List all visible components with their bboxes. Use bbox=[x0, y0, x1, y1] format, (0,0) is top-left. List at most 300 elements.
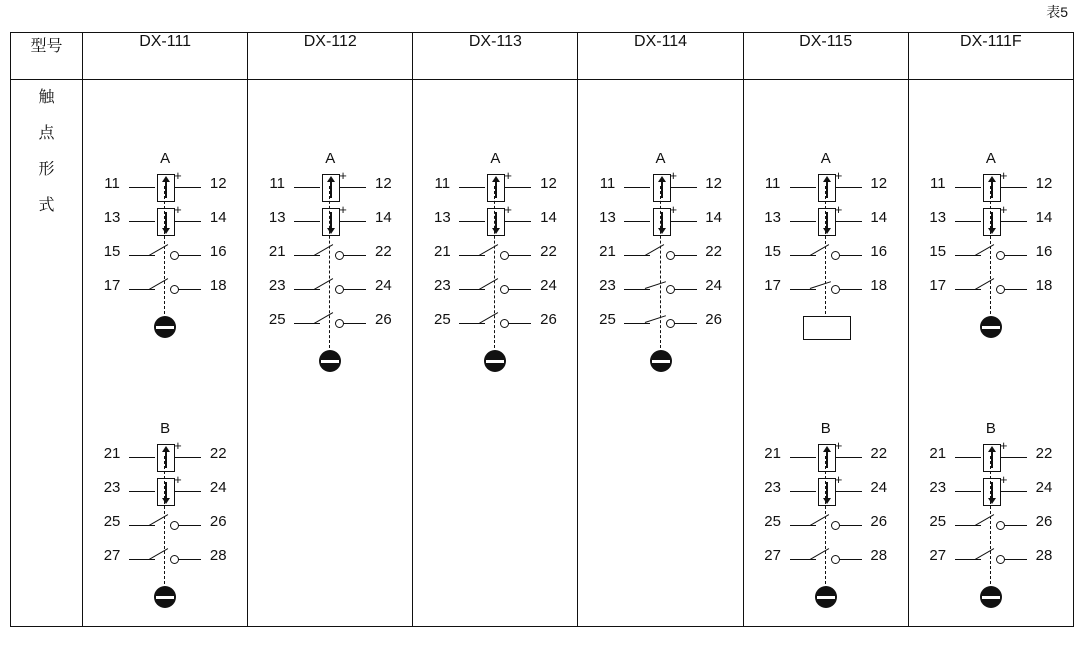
coil-symbol-icon bbox=[157, 478, 175, 506]
contact-row bbox=[83, 472, 247, 500]
contact-row bbox=[413, 308, 577, 332]
contact-blade-icon bbox=[975, 278, 995, 290]
coil-symbol-icon bbox=[818, 208, 836, 236]
contact-blade-icon bbox=[644, 244, 664, 256]
contact-symbol-icon bbox=[473, 310, 517, 334]
contact-row bbox=[744, 168, 908, 196]
mechanical-link-dashed-line bbox=[329, 186, 330, 348]
terminal-number-right: 22 bbox=[705, 243, 722, 260]
coil-symbol-icon bbox=[653, 174, 671, 202]
lead-wire-right bbox=[175, 457, 201, 458]
terminal-number-right: 22 bbox=[209, 445, 227, 462]
polarity-plus-sign: + bbox=[174, 438, 182, 453]
contact-group bbox=[83, 150, 247, 376]
lead-wire-left bbox=[790, 221, 816, 222]
terminal-number-left: 21 bbox=[103, 445, 121, 462]
contact-symbol-icon bbox=[143, 276, 187, 300]
contact-terminal-dot-icon bbox=[666, 319, 675, 328]
lead-wire-left bbox=[955, 457, 981, 458]
contact-row bbox=[744, 510, 908, 534]
terminal-number-left: 25 bbox=[268, 311, 286, 328]
lead-wire-left bbox=[294, 221, 320, 222]
ground-symbol-icon bbox=[319, 350, 341, 372]
ground-symbol-icon bbox=[154, 586, 176, 608]
contact-row bbox=[744, 274, 908, 298]
contact-terminal-dot-icon bbox=[170, 285, 179, 294]
lead-wire-left bbox=[790, 491, 816, 492]
polarity-plus-sign: + bbox=[999, 168, 1008, 183]
coil-symbol-icon bbox=[487, 208, 505, 236]
terminal-number-left: 17 bbox=[764, 277, 781, 294]
lead-wire-right bbox=[836, 221, 862, 222]
polarity-plus-sign: + bbox=[834, 202, 843, 217]
mechanical-link-dashed-line bbox=[164, 456, 165, 584]
diagram-cell-dx111f bbox=[908, 80, 1073, 627]
contact-row bbox=[744, 240, 908, 264]
contact-blade-icon bbox=[809, 244, 829, 256]
ground-symbol-icon bbox=[484, 350, 506, 372]
terminal-number-right: 16 bbox=[870, 243, 888, 260]
diagram-cell-dx114 bbox=[578, 80, 743, 627]
contact-row bbox=[413, 168, 577, 196]
row-label-char-0: 触 bbox=[38, 89, 55, 106]
coil-symbol-icon bbox=[818, 444, 836, 472]
terminal-number-right: 14 bbox=[209, 209, 227, 226]
contact-group bbox=[413, 150, 577, 410]
contact-group bbox=[744, 420, 908, 646]
coil-symbol-icon bbox=[157, 208, 175, 236]
contact-blade-icon bbox=[149, 514, 169, 526]
terminal-number-right: 12 bbox=[375, 175, 392, 192]
contact-row bbox=[83, 510, 247, 534]
lead-wire-right bbox=[1001, 491, 1027, 492]
terminal-number-left: 11 bbox=[764, 175, 781, 192]
terminal-number-right: 28 bbox=[209, 547, 227, 564]
terminal-number-left: 13 bbox=[268, 209, 286, 226]
contact-terminal-dot-icon bbox=[500, 319, 509, 328]
polarity-plus-sign: + bbox=[669, 168, 678, 183]
terminal-number-left: 21 bbox=[929, 445, 947, 462]
contact-blade-icon bbox=[479, 312, 499, 324]
terminal-number-left: 13 bbox=[764, 209, 781, 226]
contact-row bbox=[248, 308, 412, 332]
contact-terminal-dot-icon bbox=[500, 251, 509, 260]
terminal-number-left: 27 bbox=[103, 547, 121, 564]
contact-terminal-dot-icon bbox=[996, 285, 1005, 294]
lead-wire-right bbox=[175, 491, 201, 492]
contact-group bbox=[744, 150, 908, 376]
coil-symbol-icon bbox=[487, 174, 505, 202]
contact-form-table bbox=[10, 32, 1074, 627]
terminal-number-right: 24 bbox=[1035, 479, 1053, 496]
contact-blade-icon bbox=[644, 281, 665, 289]
terminal-number-right: 24 bbox=[209, 479, 227, 496]
lead-wire-right bbox=[175, 221, 201, 222]
polarity-plus-sign: + bbox=[999, 472, 1008, 487]
terminal-number-left: 23 bbox=[103, 479, 121, 496]
terminal-number-left: 23 bbox=[929, 479, 947, 496]
contact-terminal-dot-icon bbox=[996, 555, 1005, 564]
terminal-number-left: 25 bbox=[103, 513, 121, 530]
coil-symbol-icon bbox=[818, 478, 836, 506]
polarity-plus-sign: + bbox=[999, 202, 1008, 217]
polarity-plus-sign: + bbox=[339, 202, 347, 217]
header-model-5: DX-111F bbox=[908, 33, 1073, 80]
terminal-number-left: 21 bbox=[434, 243, 451, 260]
group-title: B bbox=[820, 420, 831, 437]
contact-row bbox=[578, 274, 742, 298]
terminal-number-right: 18 bbox=[870, 277, 888, 294]
contact-row bbox=[578, 308, 742, 332]
terminal-number-left: 17 bbox=[103, 277, 121, 294]
contact-symbol-icon bbox=[639, 242, 683, 266]
lead-wire-left bbox=[790, 187, 816, 188]
coil-symbol-icon bbox=[983, 478, 1001, 506]
contact-blade-icon bbox=[479, 278, 499, 290]
mechanical-link-dashed-line bbox=[990, 456, 991, 584]
lead-wire-right bbox=[505, 187, 531, 188]
terminal-number-right: 24 bbox=[870, 479, 888, 496]
terminal-number-right: 26 bbox=[705, 311, 722, 328]
terminal-number-left: 11 bbox=[929, 175, 946, 192]
lead-wire-left bbox=[624, 187, 650, 188]
polarity-plus-sign: + bbox=[174, 472, 182, 487]
contact-terminal-dot-icon bbox=[831, 521, 840, 530]
coil-symbol-icon bbox=[983, 174, 1001, 202]
terminal-number-left: 15 bbox=[764, 243, 781, 260]
contact-row bbox=[744, 202, 908, 230]
contact-group bbox=[909, 150, 1073, 376]
header-row-label: 型号 bbox=[11, 33, 83, 80]
polarity-plus-sign: + bbox=[504, 202, 512, 217]
polarity-plus-sign: + bbox=[174, 168, 182, 183]
contact-row bbox=[83, 438, 247, 466]
contact-blade-icon bbox=[975, 514, 995, 526]
terminal-number-right: 22 bbox=[870, 445, 888, 462]
terminal-number-left: 25 bbox=[929, 513, 947, 530]
mechanical-link-dashed-line bbox=[825, 186, 826, 314]
contact-terminal-dot-icon bbox=[831, 555, 840, 564]
contact-symbol-icon bbox=[143, 546, 187, 570]
mechanical-link-dashed-line bbox=[825, 456, 826, 584]
diagram-cell-dx111 bbox=[83, 80, 248, 627]
arrow-head-icon bbox=[162, 176, 170, 182]
mechanical-link-dashed-line bbox=[660, 186, 661, 348]
arrow-head-icon bbox=[823, 446, 831, 452]
group-title: B bbox=[160, 420, 171, 437]
terminal-number-left: 21 bbox=[764, 445, 781, 462]
contact-symbol-icon bbox=[308, 242, 352, 266]
terminal-number-right: 24 bbox=[540, 277, 557, 294]
terminal-number-right: 12 bbox=[540, 175, 557, 192]
contact-terminal-dot-icon bbox=[666, 251, 675, 260]
lead-wire-left bbox=[955, 221, 981, 222]
contact-symbol-icon bbox=[804, 242, 848, 266]
ground-symbol-icon bbox=[650, 350, 672, 372]
table-body-row bbox=[11, 80, 1074, 627]
row-label-char-3: 式 bbox=[38, 197, 55, 214]
contact-terminal-dot-icon bbox=[170, 521, 179, 530]
ground-symbol-icon bbox=[980, 316, 1002, 338]
contact-symbol-icon bbox=[969, 242, 1013, 266]
contact-symbol-icon bbox=[308, 310, 352, 334]
contact-terminal-dot-icon bbox=[335, 285, 344, 294]
terminal-number-left: 11 bbox=[269, 175, 285, 192]
group-title: A bbox=[325, 150, 336, 167]
contact-symbol-icon bbox=[639, 276, 683, 300]
lead-wire-left bbox=[790, 457, 816, 458]
arrow-head-icon bbox=[492, 176, 500, 182]
mechanical-link-dashed-line bbox=[494, 186, 495, 348]
lead-wire-right bbox=[836, 187, 862, 188]
arrow-head-icon bbox=[988, 176, 996, 182]
contact-terminal-dot-icon bbox=[170, 555, 179, 564]
contact-terminal-dot-icon bbox=[996, 521, 1005, 530]
coil-symbol-icon bbox=[983, 208, 1001, 236]
terminal-number-left: 23 bbox=[764, 479, 781, 496]
lead-wire-left bbox=[129, 491, 155, 492]
diagram-cell-dx115 bbox=[743, 80, 908, 627]
terminal-number-right: 14 bbox=[870, 209, 888, 226]
terminal-number-left: 25 bbox=[599, 311, 616, 328]
contact-symbol-icon bbox=[639, 310, 683, 334]
lead-wire-right bbox=[1001, 187, 1027, 188]
contact-row bbox=[744, 544, 908, 568]
terminal-number-right: 14 bbox=[540, 209, 557, 226]
ground-symbol-icon bbox=[980, 586, 1002, 608]
contact-terminal-dot-icon bbox=[996, 251, 1005, 260]
terminal-number-right: 18 bbox=[209, 277, 227, 294]
terminal-number-right: 28 bbox=[870, 547, 888, 564]
contact-blade-icon bbox=[314, 312, 334, 324]
terminal-number-right: 14 bbox=[1035, 209, 1053, 226]
header-model-2: DX-113 bbox=[413, 33, 578, 80]
contact-blade-icon bbox=[149, 278, 169, 290]
contact-symbol-icon bbox=[804, 276, 848, 300]
contact-row bbox=[909, 544, 1073, 568]
terminal-number-right: 16 bbox=[209, 243, 227, 260]
lead-wire-right bbox=[671, 221, 697, 222]
terminal-number-left: 23 bbox=[434, 277, 451, 294]
contact-blade-icon bbox=[314, 244, 334, 256]
contact-group bbox=[248, 150, 412, 410]
contact-symbol-icon bbox=[143, 242, 187, 266]
row-label-contact-form bbox=[11, 80, 83, 627]
contact-row bbox=[744, 438, 908, 466]
terminal-number-left: 11 bbox=[599, 175, 616, 192]
coil-symbol-icon bbox=[653, 208, 671, 236]
contact-symbol-icon bbox=[804, 512, 848, 536]
arrow-head-icon bbox=[162, 446, 170, 452]
polarity-plus-sign: + bbox=[834, 168, 843, 183]
lead-wire-right bbox=[175, 187, 201, 188]
header-model-3: DX-114 bbox=[578, 33, 743, 80]
polarity-plus-sign: + bbox=[339, 168, 347, 183]
contact-row bbox=[578, 202, 742, 230]
terminal-number-left: 27 bbox=[764, 547, 781, 564]
terminal-number-left: 13 bbox=[103, 209, 121, 226]
contact-symbol-icon bbox=[473, 276, 517, 300]
terminal-number-right: 12 bbox=[209, 175, 227, 192]
contact-blade-icon bbox=[479, 244, 499, 256]
lead-wire-left bbox=[129, 457, 155, 458]
mechanical-link-dashed-line bbox=[990, 186, 991, 314]
contact-blade-icon bbox=[809, 514, 829, 526]
diagram-cell-dx113 bbox=[413, 80, 578, 627]
table-number-label: 表5 bbox=[1046, 4, 1068, 20]
terminal-number-right: 22 bbox=[540, 243, 557, 260]
contact-blade-icon bbox=[149, 548, 169, 560]
row-label-char-2: 形 bbox=[38, 161, 55, 178]
contact-row bbox=[909, 202, 1073, 230]
contact-terminal-dot-icon bbox=[831, 285, 840, 294]
terminal-number-left: 13 bbox=[434, 209, 451, 226]
contact-symbol-icon bbox=[969, 546, 1013, 570]
arrow-head-icon bbox=[327, 176, 335, 182]
terminal-number-left: 21 bbox=[268, 243, 286, 260]
contact-group bbox=[83, 420, 247, 646]
lead-wire-right bbox=[505, 221, 531, 222]
lead-wire-left bbox=[294, 187, 320, 188]
terminal-number-left: 17 bbox=[929, 277, 947, 294]
terminal-number-right: 26 bbox=[540, 311, 557, 328]
lead-wire-left bbox=[624, 221, 650, 222]
lead-wire-right bbox=[340, 187, 366, 188]
arrow-head-icon bbox=[658, 176, 666, 182]
polarity-plus-sign: + bbox=[999, 438, 1008, 453]
lead-wire-left bbox=[459, 221, 485, 222]
arrow-head-icon bbox=[988, 446, 996, 452]
terminal-number-left: 11 bbox=[104, 175, 120, 192]
group-title: A bbox=[985, 150, 996, 167]
polarity-plus-sign: + bbox=[834, 438, 843, 453]
contact-row bbox=[909, 168, 1073, 196]
coil-symbol-icon bbox=[322, 174, 340, 202]
lead-wire-right bbox=[836, 457, 862, 458]
contact-row bbox=[909, 472, 1073, 500]
contact-symbol-icon bbox=[969, 512, 1013, 536]
terminal-number-left: 15 bbox=[103, 243, 121, 260]
lead-wire-left bbox=[129, 187, 155, 188]
terminal-number-left: 11 bbox=[434, 175, 451, 192]
diagram-cell-dx112 bbox=[248, 80, 413, 627]
lead-wire-right bbox=[671, 187, 697, 188]
terminal-number-left: 25 bbox=[434, 311, 451, 328]
terminal-number-left: 13 bbox=[599, 209, 616, 226]
contact-blade-icon bbox=[809, 548, 829, 560]
terminal-number-right: 22 bbox=[1035, 445, 1053, 462]
coil-symbol-icon bbox=[157, 444, 175, 472]
contact-terminal-dot-icon bbox=[831, 251, 840, 260]
contact-blade-icon bbox=[975, 244, 995, 256]
terminal-number-right: 24 bbox=[375, 277, 392, 294]
contact-symbol-icon bbox=[473, 242, 517, 266]
terminal-number-right: 12 bbox=[870, 175, 888, 192]
terminal-number-right: 14 bbox=[375, 209, 392, 226]
terminal-number-left: 25 bbox=[764, 513, 781, 530]
contact-row bbox=[83, 240, 247, 264]
lead-wire-left bbox=[955, 187, 981, 188]
contact-row bbox=[413, 240, 577, 264]
group-title: B bbox=[985, 420, 996, 437]
mechanical-link-dashed-line bbox=[164, 186, 165, 314]
header-model-0: DX-111 bbox=[83, 33, 248, 80]
contact-terminal-dot-icon bbox=[666, 285, 675, 294]
contact-row bbox=[248, 168, 412, 196]
terminal-number-right: 26 bbox=[209, 513, 227, 530]
group-title: A bbox=[160, 150, 171, 167]
row-label-char-1: 点 bbox=[38, 125, 55, 142]
contact-symbol-icon bbox=[969, 276, 1013, 300]
coil-symbol-icon bbox=[322, 208, 340, 236]
operating-element-box bbox=[803, 316, 851, 340]
header-model-1: DX-112 bbox=[248, 33, 413, 80]
polarity-plus-sign: + bbox=[174, 202, 182, 217]
contact-row bbox=[578, 168, 742, 196]
contact-row bbox=[909, 274, 1073, 298]
terminal-number-right: 22 bbox=[375, 243, 392, 260]
contact-blade-icon bbox=[975, 548, 995, 560]
contact-row bbox=[578, 240, 742, 264]
terminal-number-right: 28 bbox=[1035, 547, 1053, 564]
terminal-number-right: 18 bbox=[1035, 277, 1053, 294]
table-header-row bbox=[11, 33, 1074, 80]
contact-row bbox=[909, 438, 1073, 466]
terminal-number-right: 26 bbox=[1035, 513, 1053, 530]
contact-row bbox=[248, 202, 412, 230]
contact-row bbox=[744, 472, 908, 500]
contact-row bbox=[83, 544, 247, 568]
contact-group bbox=[578, 150, 742, 410]
contact-symbol-icon bbox=[804, 546, 848, 570]
coil-symbol-icon bbox=[818, 174, 836, 202]
polarity-plus-sign: + bbox=[669, 202, 678, 217]
contact-terminal-dot-icon bbox=[335, 319, 344, 328]
group-title: A bbox=[490, 150, 501, 167]
polarity-plus-sign: + bbox=[504, 168, 512, 183]
contact-row bbox=[83, 168, 247, 196]
terminal-number-right: 12 bbox=[705, 175, 722, 192]
terminal-number-left: 21 bbox=[599, 243, 616, 260]
contact-group bbox=[909, 420, 1073, 646]
arrow-head-icon bbox=[823, 176, 831, 182]
contact-terminal-dot-icon bbox=[335, 251, 344, 260]
lead-wire-right bbox=[1001, 221, 1027, 222]
ground-symbol-icon bbox=[815, 586, 837, 608]
contact-row bbox=[413, 202, 577, 230]
terminal-number-right: 26 bbox=[870, 513, 888, 530]
terminal-number-left: 27 bbox=[929, 547, 947, 564]
contact-row bbox=[83, 202, 247, 230]
lead-wire-left bbox=[129, 221, 155, 222]
lead-wire-right bbox=[1001, 457, 1027, 458]
contact-row bbox=[909, 240, 1073, 264]
terminal-number-right: 16 bbox=[1035, 243, 1053, 260]
group-title: A bbox=[820, 150, 831, 167]
terminal-number-left: 23 bbox=[599, 277, 616, 294]
contact-row bbox=[413, 274, 577, 298]
lead-wire-right bbox=[836, 491, 862, 492]
contact-blade-icon bbox=[644, 315, 665, 323]
group-title: A bbox=[655, 150, 666, 167]
terminal-number-left: 13 bbox=[929, 209, 947, 226]
coil-symbol-icon bbox=[157, 174, 175, 202]
contact-blade-icon bbox=[314, 278, 334, 290]
terminal-number-right: 14 bbox=[705, 209, 722, 226]
terminal-number-right: 12 bbox=[1035, 175, 1053, 192]
ground-symbol-icon bbox=[154, 316, 176, 338]
lead-wire-right bbox=[340, 221, 366, 222]
